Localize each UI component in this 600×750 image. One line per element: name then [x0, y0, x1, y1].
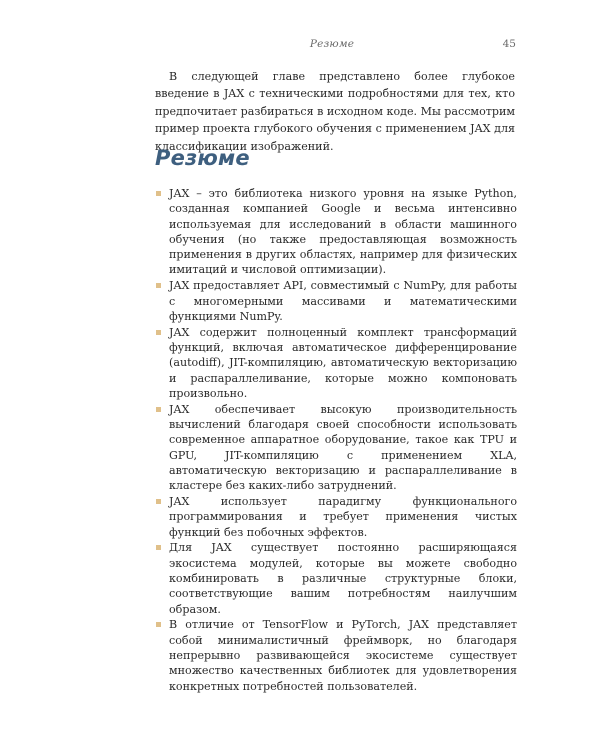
running-head-section: Резюме — [309, 38, 355, 50]
summary-item-text: JAX содержит полноценный комплект трансформаций функций, включая автоматическое дифференцирование (autodiff), JIT-компиляцию, автоматическую векторизацию и распараллеливание, которые можно компоновать произвольно. — [169, 325, 517, 400]
summary-item-text: Для JAX существует постоянно расширяющаяся экосистема модулей, которые вы можете свободно комбинировать в различные структурные блоки, соответствующие вашим потребностям наилучшим образом. — [169, 541, 517, 616]
summary-item — [155, 186, 517, 278]
summary-item-text: В отличие от TensorFlow и PyTorch, JAX представляет собой минималистичный фреймворк, но благодаря непрерывно развивающейся экосистеме существует множество качественных библиотек для удовлетворения конкретных потребностей пользователей. — [169, 618, 517, 693]
bullet-marker-icon — [156, 622, 161, 627]
bullet-marker-icon — [156, 545, 161, 550]
summary-list — [155, 186, 517, 694]
summary-item — [155, 402, 517, 494]
page-number: 45 — [502, 38, 516, 50]
section-heading: Резюме — [155, 146, 250, 170]
bullet-marker-icon — [156, 407, 161, 412]
summary-item — [155, 617, 517, 693]
bullet-marker-icon — [156, 191, 161, 196]
summary-item — [155, 494, 517, 540]
running-head — [148, 38, 516, 52]
summary-item-text: JAX – это библиотека низкого уровня на языке Python, созданная компанией Google и весьма интенсивно используемая для исследований в области машинного обучения (но также предоставляющая возможность применения в других областях, например для физических имитаций и числовой оптимизации). — [169, 187, 517, 277]
summary-item — [155, 278, 517, 324]
intro-paragraph: В следующей главе представлено более глубокое введение в JAX с техническими подробностями для тех, кто предпочитает разбираться в исходном коде. Мы рассмотрим пример проекта глубокого обучения с применением JAX для классификации изображений. — [155, 70, 516, 153]
summary-item-text: JAX использует парадигму функционального программирования и требует применения чистых функций без побочных эффектов. — [169, 494, 517, 539]
bullet-marker-icon — [156, 283, 161, 288]
summary-item — [155, 325, 517, 401]
summary-item-text: JAX предоставляет API, совместимый с NumPy, для работы с многомерными массивами и математическими функциями NumPy. — [169, 279, 517, 323]
bullet-marker-icon — [156, 330, 161, 335]
summary-item-text: JAX обеспечивает высокую производительность вычислений благодаря своей способности использовать современное аппаратное оборудование, такое как TPU и GPU, JIT-компиляцию с применением XLA, автоматическую векторизацию и распараллеливание в кластере без каких-либо затруднений. — [169, 402, 517, 493]
bullet-marker-icon — [156, 499, 161, 504]
summary-item — [155, 540, 517, 616]
